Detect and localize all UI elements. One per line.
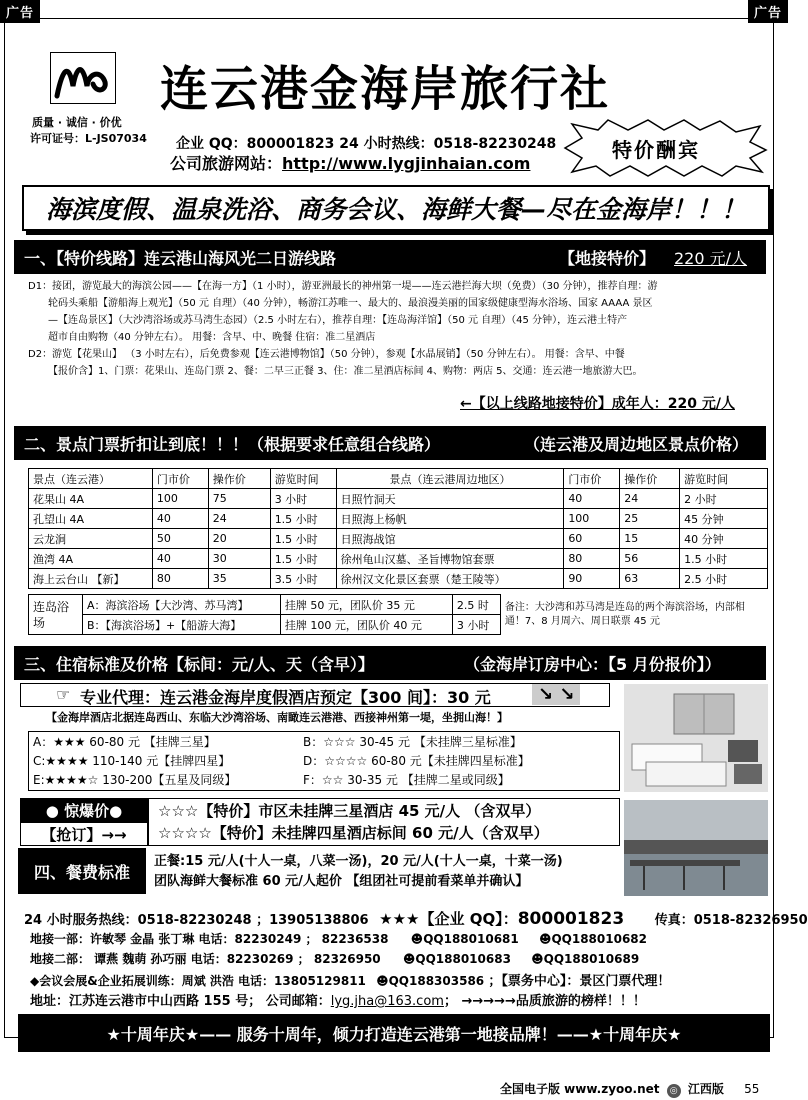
- hotel-room-photo: [624, 684, 768, 792]
- ticket-center: ；【票务中心】：景区门票代理！: [488, 974, 671, 989]
- table-cell: 50: [152, 529, 208, 549]
- section3-subtitle: （金海岸订房中心：【5 月份报价】）: [464, 654, 721, 674]
- meeting-qq: QQ188303586: [388, 974, 485, 988]
- table-cell: 日照海上杨帆: [336, 509, 564, 529]
- column-header: 操作价: [620, 469, 680, 489]
- ad-tag-right: 广告: [748, 0, 788, 23]
- table-row: [29, 489, 768, 509]
- itinerary-line: D2：游览【花果山】 （3 小时左右），后免费参观【连云港博物馆】（50 分钟），参观【水晶展销】（50 分钟左右）。 用餐：含早、中餐: [28, 349, 625, 360]
- section1-price-label: 【地接特价】: [559, 248, 656, 268]
- company-motto: 质量 · 诚信 · 价优: [32, 116, 122, 129]
- table-cell: 15: [620, 529, 680, 549]
- fax-number: 传真：0518-82326950: [654, 913, 808, 928]
- section4-header: 四、餐费标准: [18, 848, 146, 894]
- dept1-qq: QQ188010682: [551, 932, 648, 946]
- edition-icon: ◎: [667, 1084, 681, 1098]
- column-header: 操作价: [208, 469, 270, 489]
- qq-icon: ☻: [410, 932, 424, 946]
- table-cell: 30: [208, 549, 270, 569]
- quality-tagline: ； →→→→→品质旅游的榜样！！！: [443, 994, 646, 1009]
- table-cell: 渔湾 4A: [29, 549, 153, 569]
- contact-hotline-row: [24, 908, 808, 929]
- table-cell: 徐州龟山汉墓、圣旨博物馆套票: [336, 549, 564, 569]
- table-cell: 100: [564, 509, 620, 529]
- table-cell: 2.5 小时: [680, 569, 768, 589]
- column-header: 游览时间: [270, 469, 336, 489]
- table-cell: 海上云台山 【新】: [29, 569, 153, 589]
- table-row: [31, 770, 619, 789]
- hotel-price: C:★★★★ 110-140 元【挂牌四星】: [33, 754, 231, 768]
- table-cell: 20: [208, 529, 270, 549]
- table-cell: 2 小时: [680, 489, 768, 509]
- section1-header: [14, 240, 766, 274]
- dept1-row: [30, 930, 770, 947]
- table-cell: 80: [564, 549, 620, 569]
- table-cell: 挂牌 100 元，团队价 40 元: [280, 615, 452, 635]
- special-offer-line: ☆☆☆【特价】市区未挂牌三星酒店 45 元/人 （含双早）: [158, 802, 541, 820]
- section1-title: 一、【特价线路】连云港山海风光二日游线路: [24, 248, 337, 268]
- table-cell: 1.5 小时: [680, 549, 768, 569]
- table-cell: 云龙涧: [29, 529, 153, 549]
- island-label: 连岛浴场: [29, 595, 83, 635]
- slogan-text: 海滨度假、温泉洗浴、商务会议、海鲜大餐—尽在金海岸！！！: [45, 195, 746, 224]
- table-cell: 40 分钟: [680, 529, 768, 549]
- hotel-price: D：☆☆☆☆ 60-80 元【未挂牌四星标准】: [303, 754, 530, 768]
- table-cell: 3 小时: [452, 615, 500, 635]
- special-label-2: 【抢订】→→: [20, 822, 148, 846]
- table-cell: 45 分钟: [680, 509, 768, 529]
- hotel-price: E:★★★★☆ 130-200【五星及同级】: [33, 773, 237, 787]
- company-address: 地址：江苏连云港市中山西路 155 号； 公司邮箱：: [30, 994, 331, 1009]
- page-number: 55: [744, 1082, 760, 1096]
- section1-itinerary: [28, 278, 770, 380]
- logo-mark-icon: [53, 56, 113, 100]
- table-cell: 徐州汉文化景区套票（楚王陵等）: [336, 569, 564, 589]
- company-title: 连云港金海岸旅行社: [160, 61, 611, 117]
- hotel-price: B：☆☆☆ 30-45 元 【未挂牌三星标准】: [303, 735, 522, 749]
- section3-title: 三、住宿标准及价格【标间：元/人、天（含早）】: [24, 654, 374, 674]
- website-label: 公司旅游网站：: [170, 154, 283, 173]
- itinerary-line: D1：接团，游览最大的海滨公园——【在海一方】（1 小时），游亚洲最长的神州第一堤——连云港拦海大坝（免费）（30 分钟），推荐自理：游: [28, 281, 658, 292]
- dept2-contacts: 地接二部： 谭燕 魏萌 孙巧丽 电话：82230269 ； 82326950: [30, 952, 381, 966]
- table-cell: 24: [208, 509, 270, 529]
- ticket-table: [28, 468, 768, 589]
- table-cell: 花果山 4A: [29, 489, 153, 509]
- itinerary-line: 超市自由购物（40 分钟左右）。 用餐：含早、中、晚餐 住宿：准二星酒店: [48, 332, 376, 343]
- company-email[interactable]: lyg.jha@163.com: [330, 994, 444, 1009]
- section2-header: [14, 426, 766, 460]
- column-header: 门市价: [152, 469, 208, 489]
- footer-site: 全国电子版 www.zyoo.net: [500, 1082, 660, 1096]
- website-line: [170, 151, 530, 174]
- table-cell: 2.5 时: [452, 595, 500, 615]
- table-cell: 日照竹洞天: [336, 489, 564, 509]
- table-row: [31, 732, 619, 751]
- table-cell: 1.5 小时: [270, 509, 336, 529]
- section1-price-value: 220 元/人: [674, 248, 748, 268]
- island-beach-table: [28, 594, 768, 635]
- dept1-qq: QQ188010681: [423, 932, 519, 946]
- company-qq-label: ★★★【企业 QQ】：: [379, 910, 518, 928]
- table-cell: 60: [564, 529, 620, 549]
- hotel-price: A：★★★ 60-80 元 【挂牌三星】: [33, 735, 216, 749]
- table-row: [29, 509, 768, 529]
- contact-line: 企业 QQ：800001823 24 小时热线：0518-82230248: [176, 136, 557, 152]
- company-logo: [50, 52, 116, 104]
- meeting-row: [30, 970, 770, 989]
- column-header: 景点（连云港周边地区）: [336, 469, 564, 489]
- table-header-row: [29, 469, 768, 489]
- table-cell: 63: [620, 569, 680, 589]
- table-cell: 1.5 小时: [270, 549, 336, 569]
- table-row: [29, 595, 769, 615]
- column-header: 景点（连云港）: [29, 469, 153, 489]
- section1-footer-price: ←【以上线路地接特价】成年人：220 元/人: [460, 396, 735, 412]
- agent-arrows: ↘ ↘: [532, 684, 580, 705]
- special-offer-line: ☆☆☆☆【特价】未挂牌四星酒店标间 60 元/人（含双早）: [158, 824, 549, 842]
- meeting-contacts: ◆会议会展&企业拓展训练：周斌 洪浩 电话：13805129811: [30, 974, 366, 988]
- ad-tag-left: 广告: [0, 0, 40, 23]
- anniversary-banner: ★十周年庆★—— 服务十周年，倾力打造连云港第一地接品牌！——★十周年庆★: [18, 1014, 770, 1052]
- dept2-row: [30, 950, 770, 967]
- hotel-price-table: [31, 732, 619, 789]
- special-label-1: ● 惊爆价●: [20, 798, 148, 822]
- license-number: 许可证号：L-JS07034: [30, 132, 147, 145]
- hotel-location: 【金海岸酒店北据连岛西山、东临大沙湾浴场、南瞰连云港港、西接神州第一堤，坐拥山海！】: [46, 711, 508, 724]
- table-cell: 80: [152, 569, 208, 589]
- table-cell: 1.5 小时: [270, 529, 336, 549]
- qq-icon: ☻: [376, 974, 389, 988]
- column-header: 游览时间: [680, 469, 768, 489]
- table-cell: 35: [208, 569, 270, 589]
- column-header: 门市价: [564, 469, 620, 489]
- table-cell: 40: [152, 549, 208, 569]
- table-cell: A：海滨浴场【大沙湾、苏马湾】: [82, 595, 280, 615]
- table-cell: 日照海战馆: [336, 529, 564, 549]
- section2-subtitle: （连云港及周边地区景点价格）: [524, 434, 749, 454]
- meal-standard: 正餐:15 元/人(十人一桌，八菜一汤)，20 元/人(十人一桌，十菜一汤): [154, 854, 563, 869]
- section2-title: 二、景点门票折扣让到底！！！（根据要求任意组合线路）: [24, 434, 441, 454]
- table-cell: 56: [620, 549, 680, 569]
- island-note: 备注：大沙湾和苏马湾是连岛的两个海滨浴场，内部相通！7、8 月周六、周日联票 45 元: [504, 601, 745, 627]
- table-row: [29, 569, 768, 589]
- page-footer: [500, 1080, 759, 1098]
- dept1-contacts: 地接一部：许敏琴 金晶 张丁琳 电话：82230249 ； 82236538: [30, 932, 389, 946]
- table-cell: 40: [152, 509, 208, 529]
- table-cell: 75: [208, 489, 270, 509]
- meal-standard: 团队海鲜大餐标准 60 元/人起价 【组团社可提前看菜单并确认】: [154, 874, 529, 889]
- hand-icon: ☞: [56, 685, 71, 704]
- footer-edition: 江西版: [687, 1082, 724, 1096]
- dept2-qq: QQ188010683: [415, 952, 511, 966]
- table-cell: B：【海滨浴场】+【船游大海】: [82, 615, 280, 635]
- table-row: [31, 751, 619, 770]
- qq-icon: ☻: [402, 952, 416, 966]
- itinerary-line: 【报价含】1、门票：花果山、连岛门票 2、餐：二早三正餐 3、住：准二星酒店标间 4、购物：两店 5、交通：连云港一地旅游大巴。: [48, 366, 643, 377]
- table-cell: 挂牌 50 元，团队价 35 元: [280, 595, 452, 615]
- logo-letter: [0, 0, 1, 1]
- address-row: [30, 990, 770, 1009]
- qq-icon: ☻: [531, 952, 544, 966]
- table-cell: 40: [564, 489, 620, 509]
- table-cell: 24: [620, 489, 680, 509]
- agent-line: 专业代理：连云港金海岸度假酒店预定【300 间】：30 元: [80, 688, 491, 707]
- special-offer-badge: 特价酬宾: [612, 138, 700, 162]
- table-cell: 25: [620, 509, 680, 529]
- company-qq: 800001823: [517, 909, 625, 929]
- table-row: [29, 529, 768, 549]
- website-link[interactable]: http://www.lygjinhaian.com: [282, 154, 531, 173]
- slogan-box: [22, 185, 770, 231]
- table-cell: 孔望山 4A: [29, 509, 153, 529]
- hotel-price: F：☆☆ 30-35 元 【挂牌二星或同级】: [303, 773, 510, 787]
- section3-header: [14, 646, 766, 680]
- table-cell: 90: [564, 569, 620, 589]
- table-row: [29, 549, 768, 569]
- dept2-qq: QQ188010689: [543, 952, 640, 966]
- table-cell: 3.5 小时: [270, 569, 336, 589]
- itinerary-line: —【连岛景区】（大沙湾浴场或苏马湾生态园）（2.5 小时左右），推荐自理：【连岛海洋馆】（50 元 自理）（45 分钟），连云港土特产: [48, 315, 628, 326]
- seaside-pier-photo: [624, 800, 768, 896]
- table-cell: 3 小时: [270, 489, 336, 509]
- itinerary-line: 轮码头乘船【游船海上观光】（50 元 自理）（40 分钟），畅游江苏唯一、最大的、最浪漫美丽的国家级健康型海水浴场、国家 AAAA 景区: [48, 298, 653, 309]
- qq-icon: ☻: [538, 932, 552, 946]
- table-cell: 100: [152, 489, 208, 509]
- service-hotline: 24 小时服务热线：0518-82230248 ；13905138806: [24, 913, 369, 928]
